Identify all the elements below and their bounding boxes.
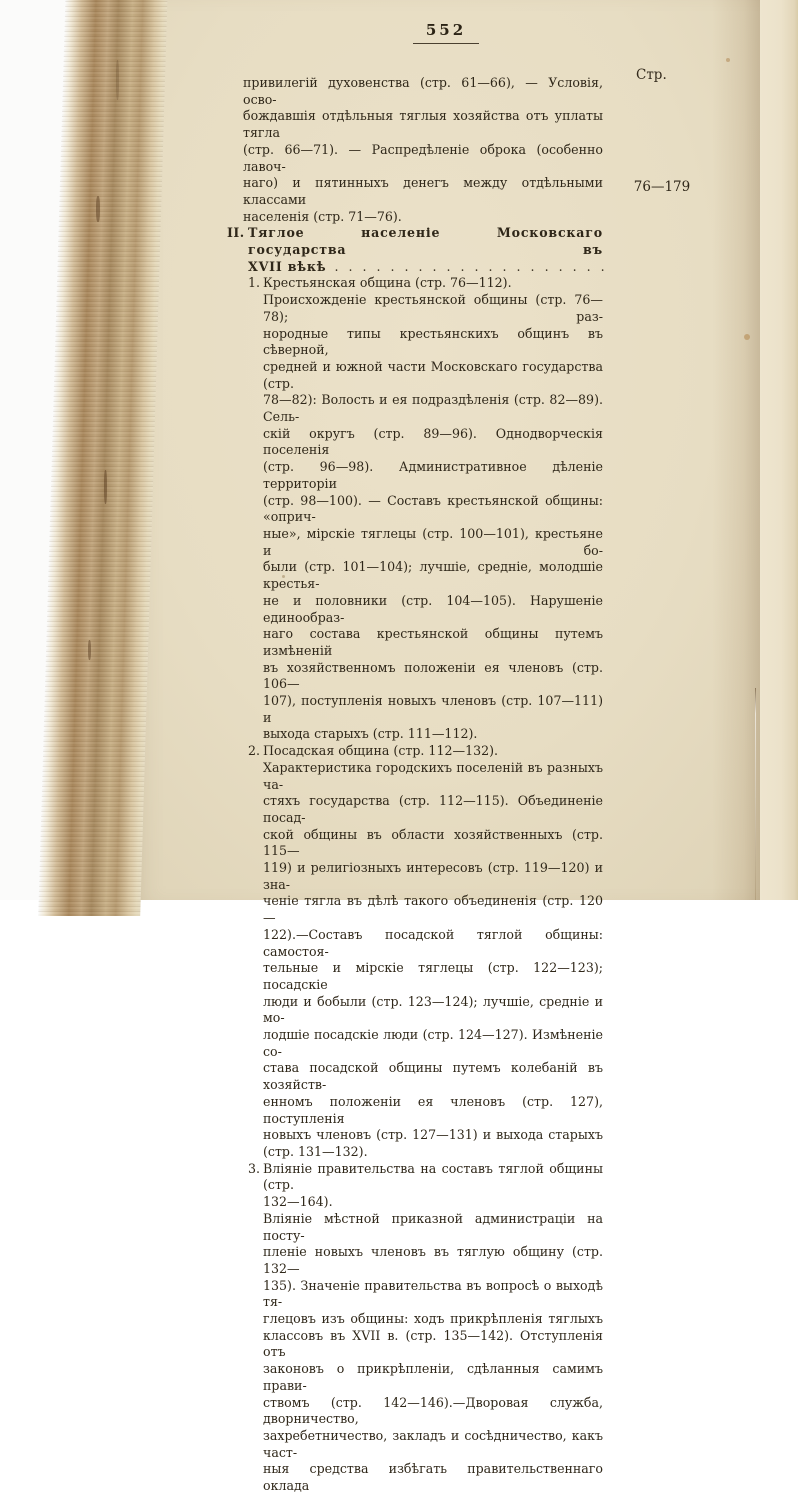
foxing-spot xyxy=(726,58,730,62)
item-3-title-line1: Вліяніе правительства на составъ тяглой общины (стр. xyxy=(263,1160,603,1193)
section-title: Тяглое населеніе Московскаго государства въ xyxy=(248,225,603,258)
text-line: наго состава крестьянской общины путемъ измѣненій xyxy=(263,626,603,658)
toc-item-2-head xyxy=(248,743,603,760)
text-line: ченіе тягла въ дѣлѣ такого объединенія (стр. 120— xyxy=(263,893,603,926)
text-line: привилегій духовенства (стр. 61—66), — Условія, осво- xyxy=(243,75,603,107)
text-line: законовъ о прикрѣпленіи, сдѣланныя самимъ прави- xyxy=(263,1361,603,1393)
item-2-title: Посадская община (стр. 112—132). xyxy=(263,743,499,759)
item-1-marker: 1. xyxy=(248,275,261,291)
toc-item-3-head xyxy=(248,1161,603,1194)
text-line: выхода старыхъ (стр. 111—112). xyxy=(263,726,478,742)
section-page-range: 76—179 xyxy=(633,179,691,195)
text-line: тельные и мірскіе тяглецы (стр. 122—123); посадскіе xyxy=(263,960,603,992)
text-line: пленіе новыхъ членовъ въ тяглую общину (стр. 132— xyxy=(263,1244,603,1276)
text-line: скій округъ (стр. 89—96). Однодворческія поселенія xyxy=(263,425,603,458)
text-line: наго) и пятинныхъ денегъ между отдѣльными классами xyxy=(243,175,603,207)
text-line: классовъ въ XVII в. (стр. 135—142). Отступленія отъ xyxy=(263,1327,603,1360)
text-line: 78—82): Волость и ея подраздѣленія (стр. 82—89). Сель- xyxy=(263,392,603,425)
text-line: Характеристика городскихъ поселеній въ разныхъ ча- xyxy=(263,759,603,792)
edge-fleck xyxy=(116,60,119,100)
text-line: ные», мірскіе тяглецы (стр. 100—101), крестьяне и бо- xyxy=(263,525,603,558)
foxing-spot xyxy=(744,334,750,340)
text-line: въ хозяйственномъ положеніи ея членовъ (стр. 106— xyxy=(263,659,603,692)
text-line: средней и южной части Московскаго государства (стр. xyxy=(263,358,603,391)
text-line: ствомъ (стр. 142—146).—Дворовая служба, дворничество, xyxy=(263,1394,603,1427)
toc-item-3-paragraph xyxy=(263,1211,603,1495)
text-line: лодшіе посадскіе люди (стр. 124—127). Измѣненіе со- xyxy=(263,1027,603,1059)
text-line: 135). Значеніе правительства въ вопросѣ о выходѣ тя- xyxy=(263,1277,603,1310)
section-heading-line2 xyxy=(248,259,603,276)
text-line: глецовъ изъ общины: ходъ прикрѣпленія тяглыхъ xyxy=(263,1311,603,1327)
dot-leader: . . . . . . . . . . . . . . . . . . . . xyxy=(334,258,605,274)
text-line: става посадской общины путемъ колебаній въ хозяйств- xyxy=(263,1060,603,1093)
edge-fleck xyxy=(104,470,107,504)
section-title-continued: XVII вѣкѣ xyxy=(248,258,327,274)
continued-paragraph xyxy=(243,75,603,225)
next-page-strip xyxy=(760,0,798,900)
item-1-title: Крестьянская община (стр. 76—112). xyxy=(263,275,512,291)
text-line: (стр. 96—98). Административное дѣленіе территоріи xyxy=(263,459,603,491)
page-column-header: Стр. xyxy=(636,67,667,83)
text-line: Вліяніе мѣстной приказной администраціи на посту- xyxy=(263,1210,603,1243)
toc-item-2-paragraph xyxy=(263,760,603,1161)
text-line: новыхъ членовъ (стр. 127—131) и выхода старыхъ xyxy=(263,1127,603,1143)
text-line: 119) и религіозныхъ интересовъ (стр. 119—120) и зна- xyxy=(263,860,603,892)
edge-fleck xyxy=(96,196,100,222)
text-line: нородные типы крестьянскихъ общинъ въ сѣверной, xyxy=(263,325,603,358)
text-line: ской общины въ области хозяйственныхъ (стр. 115— xyxy=(263,826,603,859)
text-line: населенія (стр. 71—76). xyxy=(243,208,402,224)
section-heading-line1 xyxy=(227,225,603,258)
item-2-marker: 2. xyxy=(248,743,261,759)
text-line: были (стр. 101—104); лучшіе, средніе, молодшіе крестья- xyxy=(263,559,603,592)
toc-item-1-paragraph xyxy=(263,292,603,743)
item-3-title-line2: 132—164). xyxy=(263,1194,333,1210)
toc-item-1-head xyxy=(248,275,603,292)
text-line: ныя средства избѣгать правительственнаго оклада xyxy=(263,1461,603,1494)
toc-text-column xyxy=(227,75,605,1495)
text-line: Происхожденіе крестьянской общины (стр. 76—78); раз- xyxy=(263,292,603,324)
text-line: не и половники (стр. 104—105). Нарушеніе единообраз- xyxy=(263,592,603,625)
text-line: 107), поступленія новыхъ членовъ (стр. 107—111) и xyxy=(263,693,603,725)
text-line: люди и бобыли (стр. 123—124); лучшіе, средніе и мо- xyxy=(263,993,603,1026)
section-marker: II. xyxy=(227,225,245,241)
text-line: енномъ положеніи ея членовъ (стр. 127), поступленія xyxy=(263,1093,603,1126)
text-line: стяхъ государства (стр. 112—115). Объединеніе посад- xyxy=(263,793,603,825)
item-3-marker: 3. xyxy=(248,1160,261,1176)
page-crease-line xyxy=(755,688,756,900)
text-line: (стр. 131—132). xyxy=(263,1144,368,1159)
edge-fleck xyxy=(88,640,91,660)
text-line: захребетничество, закладъ и сосѣдничество, какъ част- xyxy=(263,1427,603,1460)
text-line: 122).—Составъ посадской тяглой общины: самостоя- xyxy=(263,926,603,959)
text-line: (стр. 98—100). — Составъ крестьянской общины: «оприч- xyxy=(263,492,603,525)
text-line: бождавшія отдѣльныя тяглыя хозяйства отъ уплаты тягла xyxy=(243,108,603,141)
text-line: (стр. 66—71). — Распредѣленіе оброка (особенно лавоч- xyxy=(243,141,603,174)
page-number: 552 xyxy=(413,21,479,44)
